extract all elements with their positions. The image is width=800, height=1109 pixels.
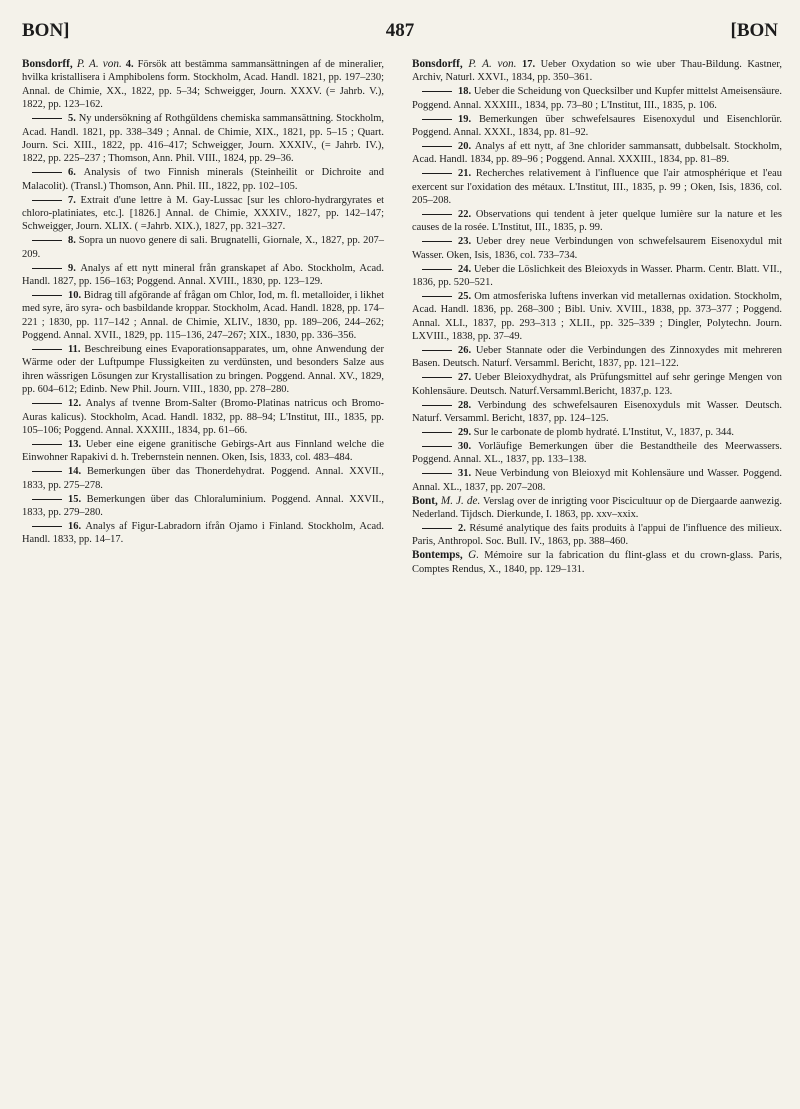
- bibliography-entry: [22, 166, 384, 193]
- entry-number: 28.: [458, 399, 478, 411]
- bibliography-entry: [412, 440, 782, 467]
- author-given-name: M. J. de.: [440, 494, 481, 507]
- entry-text: Ueber die Löslichkeit des Bleioxyds in Wasser. Pharm. Centr. Blatt. VII., 1836, pp. 520–521.: [412, 263, 782, 288]
- author-name: Bonsdorff, P. A. von.: [22, 58, 122, 70]
- ditto-dash: [32, 240, 62, 241]
- entry-number: 9.: [68, 262, 81, 274]
- entry-number: 5.: [68, 113, 79, 125]
- entry-number: 26.: [458, 345, 476, 357]
- ditto-dash: [32, 444, 62, 445]
- author-name: Bont, M. J. de.: [412, 494, 481, 507]
- bibliography-entry: [22, 520, 384, 547]
- bibliography-entry: [22, 397, 384, 437]
- ditto-dash: [422, 119, 452, 120]
- entry-number: 23.: [458, 236, 477, 248]
- entry-number: 18.: [458, 86, 474, 98]
- entry-text: Försök att bestämma sammansättningen af de mineralier, hvilka kristallisera i Amphibolens form. Stockholm, Acad. Handl. 1821, pp. 197–230; Annal. de Chimie, XX., 1822, pp. 5–34; Schweigger, Journ. XXXV. (= Jahrb. V.), 1822, pp. 123–162.: [22, 59, 384, 111]
- entry-number: 13.: [68, 438, 86, 450]
- entry-text: Ueber drey neue Verbindungen von schwefelsaurem Eisenoxydul mit Wasser. Oken, Isis, 1836, col. 733–734.: [412, 236, 782, 261]
- header-right-index: [BON: [730, 20, 778, 41]
- bibliography-entry: [22, 262, 384, 289]
- entry-text: Observations qui tendent à jeter quelque lumière sur la nature et les causes de la rosée. L'Institut, III., 1835, p. 99.: [412, 208, 782, 234]
- bibliography-entry: [412, 522, 782, 549]
- ditto-dash: [32, 349, 62, 350]
- entry-text: Bemerkungen über schwefelsaures Eisenoxydul und Eisenchlorür. Poggend. Annal. XXXI., 1834, pp. 81–92.: [412, 113, 782, 139]
- ditto-dash: [32, 403, 62, 404]
- bibliography-entry: [22, 289, 384, 343]
- entry-number: 16.: [68, 520, 86, 532]
- bibliography-entry: [412, 208, 782, 235]
- ditto-dash: [422, 350, 452, 351]
- bibliography-entry: [412, 495, 782, 522]
- entry-text: Analys af ett nytt, af 3ne chlorider sammansatt, dubbelsalt. Stockholm, Acad. Handl. 1834, pp. 89–96 ; Poggend. Annal. XXXIII., 1834, pp. 81–89.: [412, 140, 783, 166]
- bibliography-entry: [412, 549, 782, 576]
- ditto-dash: [422, 214, 452, 215]
- ditto-dash: [32, 118, 62, 119]
- ditto-dash: [422, 377, 452, 378]
- entry-text: Verslag over de inrigting voor Piscicultuur op de Diergaarde aanwezig. Nederland. Tijdsch. Dierkunde, I. 1863, pp. xxv–xxix.: [412, 495, 782, 520]
- bibliography-entry: [412, 167, 782, 207]
- entry-text: Om atmosferiska luftens inverkan vid metallernas oxidation. Stockholm, Acad. Handl. 1836, pp. 268–300 ; Bibl. Univ. XVIII., 1838, pp. 373–377 ; Poggend. Annal. XLI., 1837, pp. 293–313 ; XLII., pp. 325–339 ; Dingler, Polytechn. Journ. LXVIII., 1838, pp. 37–49.: [412, 290, 782, 343]
- ditto-dash: [32, 526, 62, 527]
- entry-number: 10.: [68, 289, 84, 301]
- entry-text: Bidrag till afgörande af frågan om Chlor, Iod, m. fl. metalloider, i likhet med syre, äro syra- och basbildande kroppar. Stockholm, Acad. Handl. 1828, pp. 174–221 ; 1830, pp. 117–142 ; Annal. de Chimie, XLIV., 1830, pp. 189–206, 244–262; Poggend. Annal. XVII., 1829, pp. 115–136, 247–267; XIX., 1830, pp. 336–356.: [22, 289, 384, 342]
- entry-number: 14.: [68, 466, 87, 478]
- ditto-dash: [32, 172, 62, 173]
- entry-number: 31.: [458, 468, 475, 480]
- author-given-name: P. A. von.: [76, 58, 122, 70]
- ditto-dash: [32, 200, 62, 201]
- entry-number: 12.: [68, 398, 86, 410]
- entry-number: 20.: [458, 140, 475, 152]
- entry-number: 22.: [458, 208, 476, 220]
- bibliography-entry: [412, 140, 782, 167]
- entry-number: 21.: [458, 168, 476, 180]
- entry-number: 15.: [68, 493, 87, 505]
- entry-text: Sur le carbonate de plomb hydraté. L'Institut, V., 1837, p. 344.: [473, 426, 735, 438]
- bibliography-entry: [412, 58, 782, 85]
- entry-number: 17.: [522, 59, 541, 70]
- ditto-dash: [422, 296, 452, 297]
- entry-text: Vorläufige Bemerkungen über die Bestandtheile des Meerwassers. Poggend. Annal. XL., 1837, pp. 133–138.: [412, 440, 782, 466]
- entry-text: Neue Verbindung von Bleioxyd mit Kohlensäure und Wasser. Poggend. Annal. XL., 1837, pp. 207–208.: [412, 468, 782, 493]
- entry-text: Sopra un nuovo genere di sali. Brugnatelli, Giornale, X., 1827, pp. 207–209.: [22, 235, 384, 260]
- bibliography-entry: [22, 234, 384, 261]
- entry-text: Ueber Oxydation so wie uber Thau-Bildung. Kastner, Archiv, Naturl. XXVI., 1834, pp. 350–361.: [412, 59, 783, 84]
- bibliography-entry: [412, 263, 782, 290]
- bibliography-entry: [412, 467, 782, 494]
- entry-number: 24.: [458, 263, 474, 275]
- bibliography-entry: [412, 113, 782, 140]
- bibliography-entry: [412, 426, 782, 439]
- entry-text: Bemerkungen über das Thonerdehydrat. Poggend. Annal. XXVII., 1833, pp. 275–278.: [22, 466, 384, 491]
- author-name: Bonsdorff, P. A. von.: [412, 58, 517, 70]
- entry-text: Mémoire sur la fabrication du flint-glass et du crown-glass. Paris, Comptes Rendus, X., 1840, pp. 129–131.: [412, 550, 783, 575]
- entry-number: 6.: [68, 167, 84, 179]
- entry-number: 7.: [68, 194, 81, 206]
- bibliography-entry: [412, 290, 782, 344]
- bibliography-entry: [22, 112, 384, 166]
- entry-number: 8.: [68, 235, 79, 247]
- author-given-name: G.: [468, 549, 479, 562]
- entry-text: Ueber Bleioxydhydrat, als Prüfungsmittel auf sehr geringe Mengen von Kohlensäure. Deutsch. Naturf.Versamml.Bericht, 1837,p. 123.: [412, 372, 782, 397]
- bibliography-entry: [22, 465, 384, 492]
- right-column: [412, 58, 782, 576]
- entry-text: Recherches relativement à l'influence que l'air atmosphérique et l'eau exercent sur l'oxidation des métaux. L'Institut, III., 1835, p. 99 ; Oken, Isis, 1836, col. 205–208.: [412, 168, 783, 207]
- ditto-dash: [422, 473, 452, 474]
- bibliography-entry: [22, 58, 384, 112]
- ditto-dash: [32, 471, 62, 472]
- bibliography-entry: [22, 493, 384, 520]
- ditto-dash: [422, 269, 452, 270]
- bibliography-entry: [412, 399, 782, 426]
- ditto-dash: [422, 91, 452, 92]
- ditto-dash: [32, 295, 62, 296]
- entry-text: Analys af tvenne Brom-Salter (Bromo-Platinas natricus och Bromo-Auras kalicus). Stockholm, Acad. Handl. 1832, pp. 88–94; L'Institut, III., 1835, pp. 105–106; Poggend. Annal. XXXIII., 1834, pp. 61–66.: [22, 398, 385, 436]
- entry-number: 25.: [458, 290, 475, 302]
- bibliography-entry: [22, 438, 384, 465]
- ditto-dash: [422, 146, 452, 147]
- header-left-index: BON]: [22, 20, 70, 41]
- left-column: [22, 58, 384, 547]
- entry-text: Ny undersökning af Rothgüldens chemiska sammansättning. Stockholm, Acad. Handl. 1821, pp. 338–349 ; Annal. de Chimie, XIX., 1821, pp. 5–15 ; Quart. Journ. Sci. XIII., 1822, pp. 416–417; Schweigger, Journ. XXXIV., (= Jahrb. IV.), 1822, pp. 225–237 ; Thomson, Ann. Phil. VIII., 1824, pp. 29–36.: [22, 113, 384, 165]
- page-number: 487: [385, 20, 415, 41]
- author-name: Bontemps, G.: [412, 549, 479, 562]
- ditto-dash: [32, 499, 62, 500]
- entry-text: Ueber Stannate oder die Verbindungen des Zinnoxydes mit mehreren Basen. Deutsch. Naturf. Versamml. Bericht, 1837, pp. 121–122.: [412, 345, 783, 370]
- author-given-name: P. A. von.: [468, 58, 517, 70]
- entry-text: Ueber die Scheidung von Quecksilber und Kupfer mittelst Ameisensäure. Poggend. Annal. XXXIII., 1834, pp. 73–80 ; L'Institut, III., 1835, p. 106.: [412, 86, 782, 111]
- bibliography-entry: [22, 194, 384, 234]
- entry-text: Verbindung des schwefelsauren Eisenoxyduls mit Wasser. Deutsch. Naturf. Versamml. Bericht, 1837, pp. 124–125.: [412, 399, 783, 425]
- entry-text: Analys af Figur-Labradorn ifrån Ojamo i Finland. Stockholm, Acad. Handl. 1833, pp. 14–17.: [22, 520, 384, 546]
- entry-text: Résumé analytique des faits produits à l'appui de l'influence des milieux. Paris, Anthropol. Soc. Bull. IV., 1863, pp. 388–460.: [412, 522, 782, 548]
- entry-text: Ueber eine eigene granitische Gebirgs-Art aus Finnland welche die Einwohner Rapakivi d. h. Trebernstein nennen. Oken, Isis, 1833, col. 483–484.: [22, 438, 384, 464]
- bibliography-entry: [412, 344, 782, 371]
- bibliography-entry: [412, 235, 782, 262]
- ditto-dash: [422, 173, 452, 174]
- ditto-dash: [422, 432, 452, 433]
- entry-number: 11.: [68, 344, 85, 356]
- entry-text: Analysis of two Finnish minerals (Steinheilit or Dichroite and Malacolit). (Transl.) Thomson, Ann. Phil. III., 1822, pp. 102–105.: [22, 167, 384, 192]
- ditto-dash: [32, 268, 62, 269]
- entry-text: Analys af ett nytt mineral från granskapet af Abo. Stockholm, Acad. Handl. 1827, pp. 156–163; Poggend. Annal. XVIII., 1830, pp. 123–129.: [22, 262, 384, 287]
- bibliography-entry: [412, 371, 782, 398]
- entry-text: Extrait d'une lettre à M. Gay-Lussac [sur les chloro-hydrargyrates et chloro-platiniates, etc.]. [1826.] Annal. de Chimie, XXXIV., 1827, pp. 142–147; Schweigger, Journ. XLIX. ( =Jahrb. XIX.), 1827, pp. 321–327.: [22, 194, 385, 233]
- ditto-dash: [422, 241, 452, 242]
- bibliography-entry: [412, 85, 782, 112]
- ditto-dash: [422, 446, 452, 447]
- entry-text: Beschreibung eines Evaporationsapparates, um, ohne Anwendung der Wärme oder der Luftpumpe Flussigkeiten zu verdünsten, und besonders Salze aus ihren wässrigen Lösungen zur Krystallisation zu bringen. Poggend. Annal. XV., 1829, pp. 604–612; Edinb. New Phil. Journ. VIII., 1830, pp. 278–280.: [22, 344, 384, 396]
- entry-number: 29.: [458, 426, 474, 438]
- bibliography-entry: [22, 343, 384, 397]
- entry-number: 19.: [458, 113, 479, 125]
- entry-number: 4.: [125, 59, 138, 70]
- entry-number: 2.: [458, 522, 470, 534]
- entry-number: 30.: [458, 440, 479, 452]
- page-header: [22, 20, 778, 46]
- ditto-dash: [422, 528, 452, 529]
- entry-text: Bemerkungen über das Chloraluminium. Poggend. Annal. XXVII., 1833, pp. 279–280.: [22, 493, 384, 518]
- ditto-dash: [422, 405, 452, 406]
- entry-number: 27.: [458, 372, 475, 384]
